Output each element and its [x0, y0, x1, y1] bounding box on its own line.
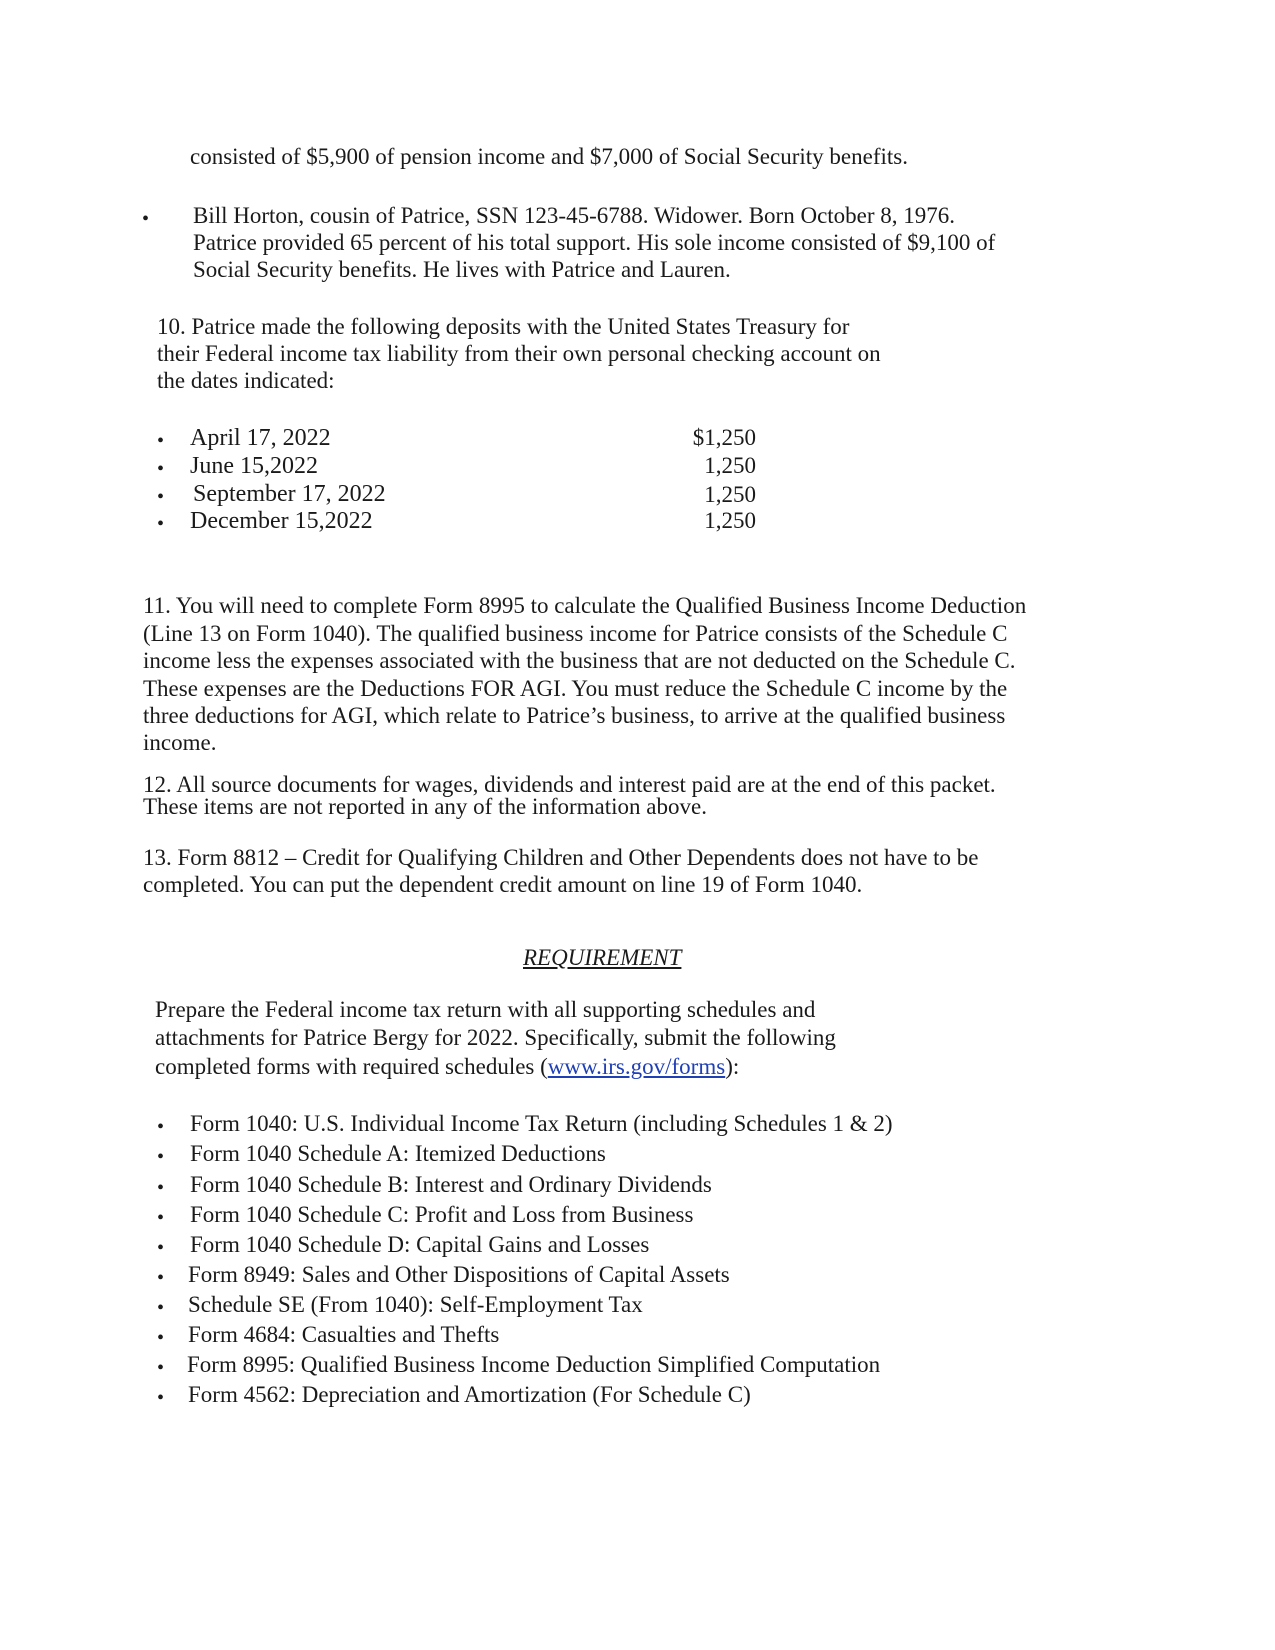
item11-line: income less the expenses associated with the business that are not deducted on the Schedule C.: [143, 648, 1016, 673]
item11-line: These expenses are the Deductions FOR AGI. You must reduce the Schedule C income by the: [143, 676, 1008, 701]
requirement-line3-suffix: ):: [725, 1054, 740, 1079]
irs-forms-link[interactable]: www.irs.gov/forms: [547, 1054, 726, 1079]
requirement-line: attachments for Patrice Bergy for 2022. Specifically, submit the following: [155, 1025, 836, 1050]
deposit-amount: $1,250: [692, 425, 756, 450]
form-bullet: •: [157, 1297, 165, 1319]
item11-line: income.: [143, 730, 217, 755]
form-bullet: •: [157, 1116, 165, 1138]
item13-line: completed. You can put the dependent credit amount on line 19 of Form 1040.: [143, 872, 863, 897]
form-item: Form 1040: U.S. Individual Income Tax Return (including Schedules 1 & 2): [190, 1111, 893, 1136]
deposit-date: December 15,2022: [190, 508, 373, 534]
form-item: Form 4684: Casualties and Thefts: [188, 1322, 500, 1347]
requirement-line: Prepare the Federal income tax return with all supporting schedules and: [155, 997, 816, 1022]
deposit-amount: 1,250: [704, 453, 756, 478]
form-bullet: •: [157, 1327, 165, 1349]
deposit-amount: 1,250: [704, 508, 756, 533]
intro-line: consisted of $5,900 of pension income and $7,000 of Social Security benefits.: [190, 144, 908, 169]
requirement-line3-prefix: completed forms with required schedules (: [155, 1054, 548, 1079]
item13-line: 13. Form 8812 – Credit for Qualifying Children and Other Dependents does not have to be: [143, 845, 979, 870]
form-item: Schedule SE (From 1040): Self-Employment Tax: [188, 1292, 643, 1317]
deposit-bullet: •: [157, 430, 165, 452]
dependent-line: Patrice provided 65 percent of his total support. His sole income consisted of $9,100 of: [193, 230, 996, 255]
item11-line: three deductions for AGI, which relate to Patrice’s business, to arrive at the qualified business: [143, 703, 1006, 728]
deposit-bullet: •: [157, 513, 165, 535]
form-item: Form 4562: Depreciation and Amortization (For Schedule C): [188, 1382, 751, 1407]
deposit-date: September 17, 2022: [193, 481, 386, 507]
form-item: Form 1040 Schedule C: Profit and Loss from Business: [190, 1202, 694, 1227]
deposit-amount: 1,250: [704, 482, 756, 507]
dependent-line: Bill Horton, cousin of Patrice, SSN 123-45-6788. Widower. Born October 8, 1976.: [193, 203, 956, 228]
form-bullet: •: [157, 1357, 165, 1379]
deposit-date: April 17, 2022: [190, 425, 331, 451]
item12-line: These items are not reported in any of the information above.: [143, 794, 707, 819]
deposit-bullet: •: [157, 486, 165, 508]
form-bullet: •: [157, 1237, 165, 1259]
item11-line: 11. You will need to complete Form 8995 to calculate the Qualified Business Income Deduction: [143, 593, 1027, 618]
form-bullet: •: [157, 1177, 165, 1199]
form-item: Form 1040 Schedule D: Capital Gains and Losses: [190, 1232, 650, 1257]
form-item: Form 8995: Qualified Business Income Deduction Simplified Computation: [187, 1352, 881, 1377]
form-item: Form 1040 Schedule A: Itemized Deductions: [190, 1141, 606, 1166]
item11-line: (Line 13 on Form 1040). The qualified business income for Patrice consists of the Schedule C: [143, 621, 1008, 646]
item12-line: 12. All source documents for wages, dividends and interest paid are at the end of this packet.: [143, 772, 996, 797]
requirement-title: REQUIREMENT: [523, 945, 682, 970]
requirement-line: [155, 1053, 739, 1081]
deposit-date: June 15,2022: [190, 453, 318, 479]
item10-line: their Federal income tax liability from their own personal checking account on: [157, 341, 881, 366]
dependent-line: Social Security benefits. He lives with Patrice and Lauren.: [193, 257, 731, 282]
form-item: Form 8949: Sales and Other Dispositions of Capital Assets: [188, 1262, 730, 1287]
item10-line: the dates indicated:: [157, 368, 335, 393]
dependent-bullet: •: [142, 208, 150, 230]
form-bullet: •: [157, 1267, 165, 1289]
form-bullet: •: [157, 1387, 165, 1409]
form-bullet: •: [157, 1146, 165, 1168]
deposit-bullet: •: [157, 458, 165, 480]
form-bullet: •: [157, 1207, 165, 1229]
item10-line: 10. Patrice made the following deposits with the United States Treasury for: [157, 314, 850, 339]
form-item: Form 1040 Schedule B: Interest and Ordinary Dividends: [190, 1172, 712, 1197]
